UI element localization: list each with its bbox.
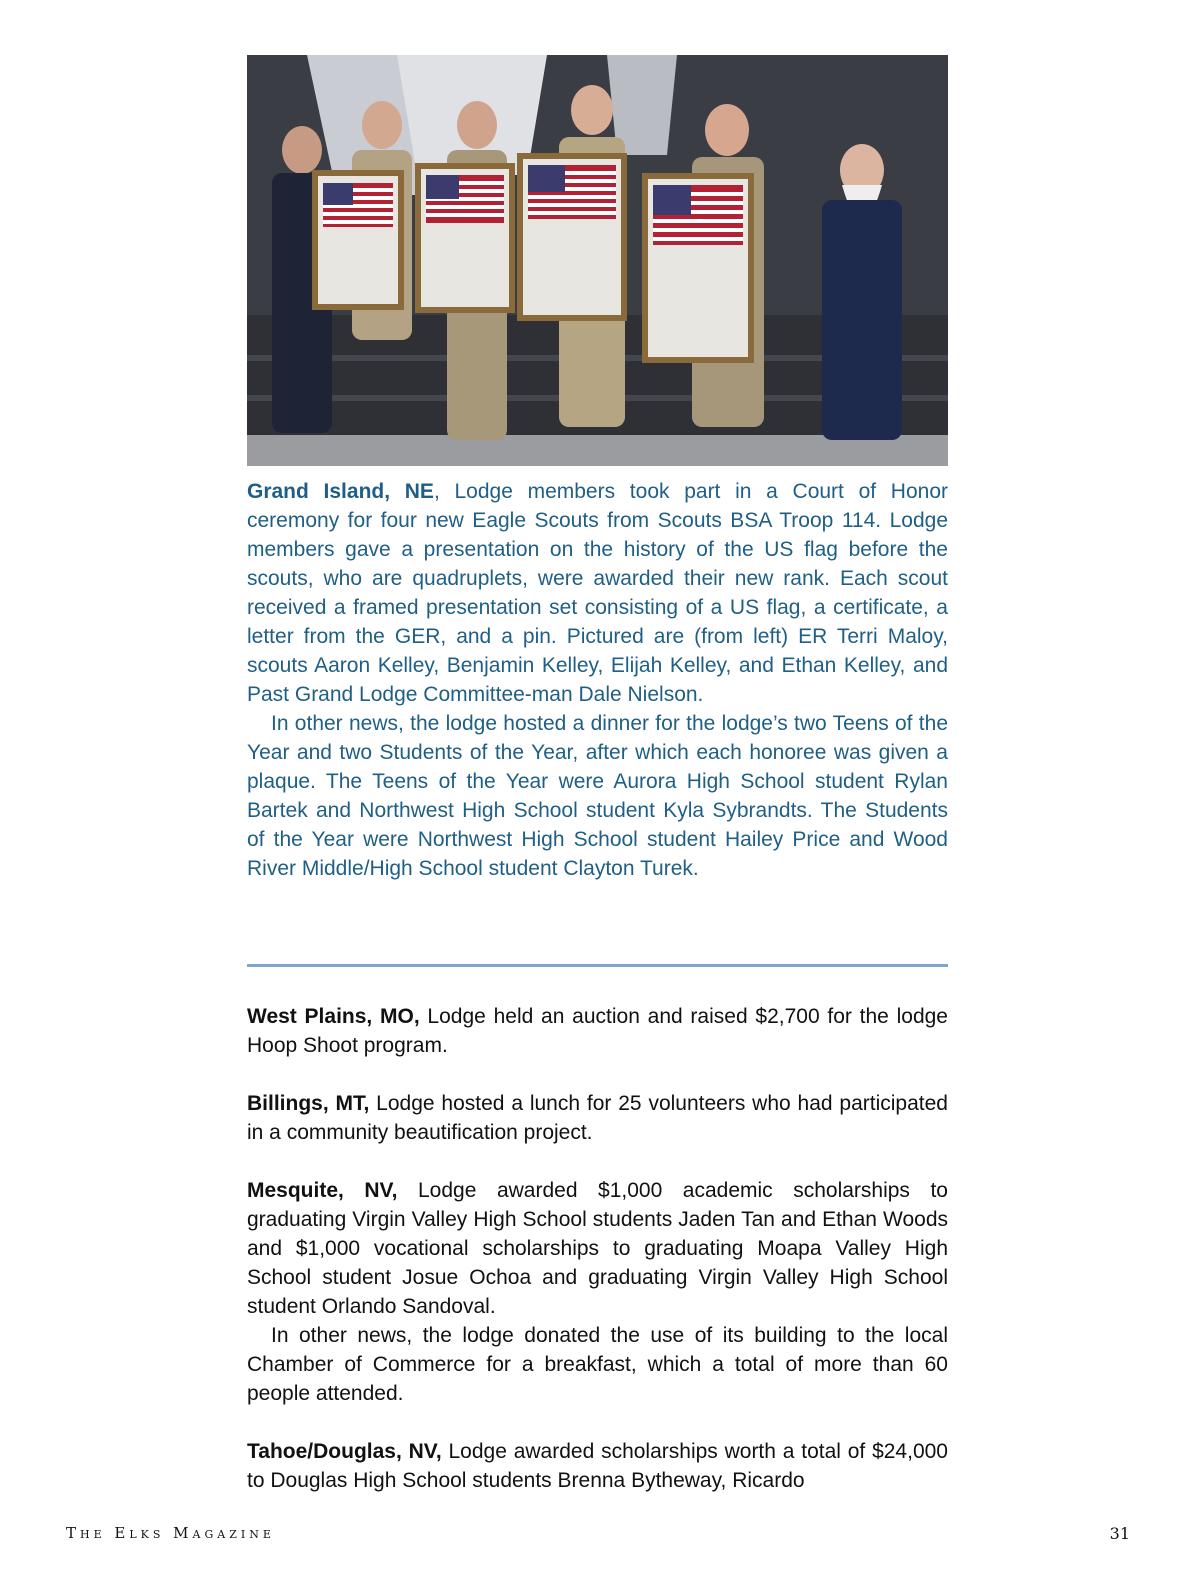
news-brief-west-plains: West Plains, MO, Lodge held an auction and raised $2,700 for the lodge Hoop Shoot program.: [247, 1005, 948, 1057]
feature-photo: [247, 55, 948, 466]
brief-location: West Plains, MO,: [247, 1005, 420, 1028]
brief-location: Billings, MT,: [247, 1092, 370, 1115]
feature-location: Grand Island, NE: [247, 480, 434, 503]
section-divider: [247, 964, 948, 967]
brief-location: Tahoe/Douglas, NV,: [247, 1440, 442, 1463]
page-number: 31: [1109, 1524, 1130, 1543]
magazine-name: The Elks Magazine: [66, 1524, 275, 1542]
feature-story: [247, 477, 948, 883]
news-brief-tahoe-douglas: Tahoe/Douglas, NV, Lodge awarded scholarships worth a total of $24,000 to Douglas High School students Brenna Bytheway, Ricardo: [247, 1440, 948, 1492]
court-of-honor-photo: [247, 55, 948, 466]
news-brief-mesquite: Mesquite, NV, Lodge awarded $1,000 academic scholarships to graduating Virgin Valley High School students Jaden Tan and Ethan Woods and $1,000 vocational scholarships to graduating Moapa Valley High School student Josue Ochoa and graduating Virgin Valley High School student Orlando Sandoval. In other news, the lodge donated the use of its building to the local Chamber of Commerce for a breakfast, which a total of more than 60 people attended.: [247, 1179, 948, 1405]
framed-flag-2: [415, 163, 515, 313]
news-brief-billings: Billings, MT, Lodge hosted a lunch for 25 volunteers who had participated in a community beautification project.: [247, 1092, 948, 1144]
brief-location: Mesquite, NV,: [247, 1179, 398, 1202]
feature-paragraph: Grand Island, NE, Lodge members took part in a Court of Honor ceremony for four new Eagle Scouts from Scouts BSA Troop 114. Lodge members gave a presentation on the history of the US flag before the scouts, who are quadruplets, were awarded their new rank. Each scout received a framed presentation set consisting of a US flag, a certificate, a letter from the GER, and a pin. Pictured are (from left) ER Terri Maloy, scouts Aaron Kelley, Benjamin Kelley, Elijah Kelley, and Ethan Kelley, and Past Grand Lodge Committee-man Dale Nielson.: [247, 480, 948, 706]
feature-paragraph-2: In other news, the lodge hosted a dinner for the lodge’s two Teens of the Year and two Students of the Year, after which each honoree was given a plaque. The Teens of the Year were Aurora High School student Rylan Bartek and Northwest High School student Kyla Sybrandts. The Students of the Year were Northwest High School student Hailey Price and Wood River Middle/High School student Clayton Turek.: [247, 712, 948, 880]
framed-flag-3: [517, 153, 627, 321]
framed-flag-4: [642, 173, 754, 363]
framed-flag-1: [312, 170, 404, 310]
